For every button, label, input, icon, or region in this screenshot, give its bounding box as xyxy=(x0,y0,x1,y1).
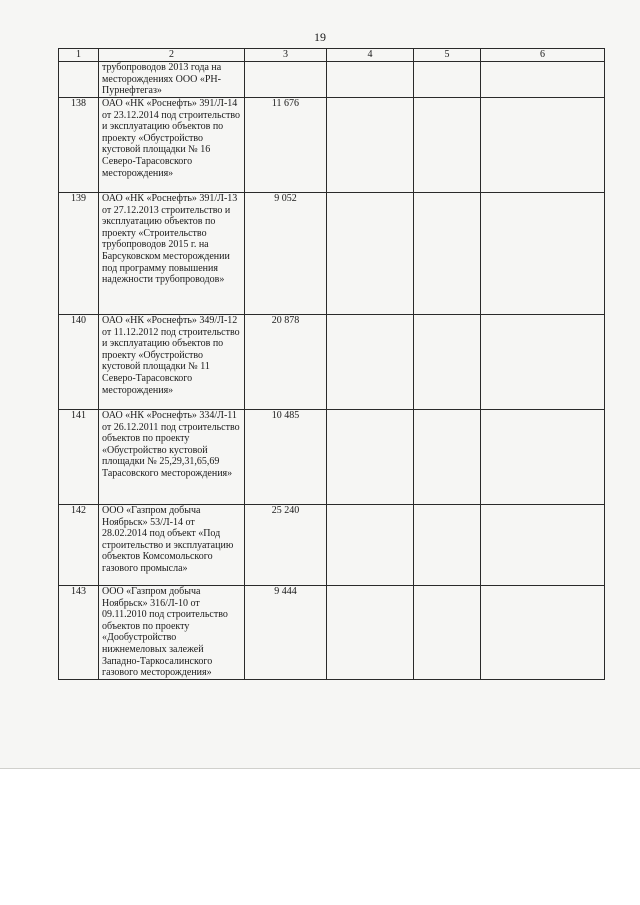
column-header: 6 xyxy=(481,49,605,62)
empty-cell xyxy=(414,62,481,98)
row-value xyxy=(245,62,327,98)
row-value: 20 878 xyxy=(245,315,327,410)
table-row xyxy=(59,98,605,193)
empty-cell xyxy=(414,98,481,193)
row-value: 9 444 xyxy=(245,586,327,680)
row-description: ОАО «НК «Роснефть» 349/Л-12 от 11.12.2012 под строительство и эксплуатацию объектов по проекту «Обустройство кустовой площадки № 11 Северо-Тарасовского месторождения» xyxy=(99,315,245,410)
row-description: ООО «Газпром добыча Ноябрьск» 316/Л-10 от 09.11.2010 под строительство объектов по проекту «Дообустройство нижнемеловых залежей Западно-Таркосалинского газового месторождения» xyxy=(99,586,245,680)
empty-cell xyxy=(327,98,414,193)
table-header-row xyxy=(59,49,605,62)
empty-cell xyxy=(327,410,414,505)
column-header: 1 xyxy=(59,49,99,62)
row-description: ОАО «НК «Роснефть» 391/Л-13 от 27.12.2013 строительство и эксплуатацию объектов по проекту «Строительство трубопроводов 2015 г. на Барсуковском месторождении под программу повышения надежности трубопроводов» xyxy=(99,193,245,315)
empty-cell xyxy=(327,586,414,680)
row-description: ООО «Газпром добыча Ноябрьск» 53/Л-14 от 28.02.2014 под объект «Под строительство и эксплуатацию объектов Комсомольского газового промысла» xyxy=(99,505,245,586)
empty-cell xyxy=(414,193,481,315)
page-number: 19 xyxy=(314,30,326,44)
empty-cell xyxy=(414,505,481,586)
empty-cell xyxy=(481,315,605,410)
empty-cell xyxy=(481,505,605,586)
row-description: ОАО «НК «Роснефть» 391/Л-14 от 23.12.2014 под строительство и эксплуатацию объектов по проекту «Обустройство кустовой площадки № 16 Северо-Тарасовского месторождения» xyxy=(99,98,245,193)
column-header: 4 xyxy=(327,49,414,62)
row-number: 140 xyxy=(59,315,99,410)
empty-cell xyxy=(414,410,481,505)
column-header: 3 xyxy=(245,49,327,62)
register-table xyxy=(58,48,605,680)
table-row xyxy=(59,62,605,98)
row-number: 138 xyxy=(59,98,99,193)
row-value: 25 240 xyxy=(245,505,327,586)
row-number: 141 xyxy=(59,410,99,505)
column-header: 2 xyxy=(99,49,245,62)
empty-cell xyxy=(481,98,605,193)
row-number: 139 xyxy=(59,193,99,315)
empty-cell xyxy=(481,193,605,315)
empty-cell xyxy=(414,586,481,680)
row-number xyxy=(59,62,99,98)
row-number: 143 xyxy=(59,586,99,680)
empty-cell xyxy=(481,586,605,680)
row-description: трубопроводов 2013 года на месторождениях ООО «РН-Пурнефтегаз» xyxy=(99,62,245,98)
column-header: 5 xyxy=(414,49,481,62)
empty-cell xyxy=(327,193,414,315)
row-number: 142 xyxy=(59,505,99,586)
empty-cell xyxy=(414,315,481,410)
table-row xyxy=(59,193,605,315)
empty-cell xyxy=(327,62,414,98)
row-value: 9 052 xyxy=(245,193,327,315)
row-value: 10 485 xyxy=(245,410,327,505)
table-row xyxy=(59,315,605,410)
table-row xyxy=(59,505,605,586)
table-row xyxy=(59,586,605,680)
table-row xyxy=(59,410,605,505)
empty-cell xyxy=(327,315,414,410)
empty-cell xyxy=(481,62,605,98)
empty-cell xyxy=(327,505,414,586)
row-value: 11 676 xyxy=(245,98,327,193)
empty-cell xyxy=(481,410,605,505)
row-description: ОАО «НК «Роснефть» 334/Л-11 от 26.12.2011 под строительство объектов по проекту «Обустройство кустовой площадки № 25,29,31,65,69 Тарасовского месторождения» xyxy=(99,410,245,505)
